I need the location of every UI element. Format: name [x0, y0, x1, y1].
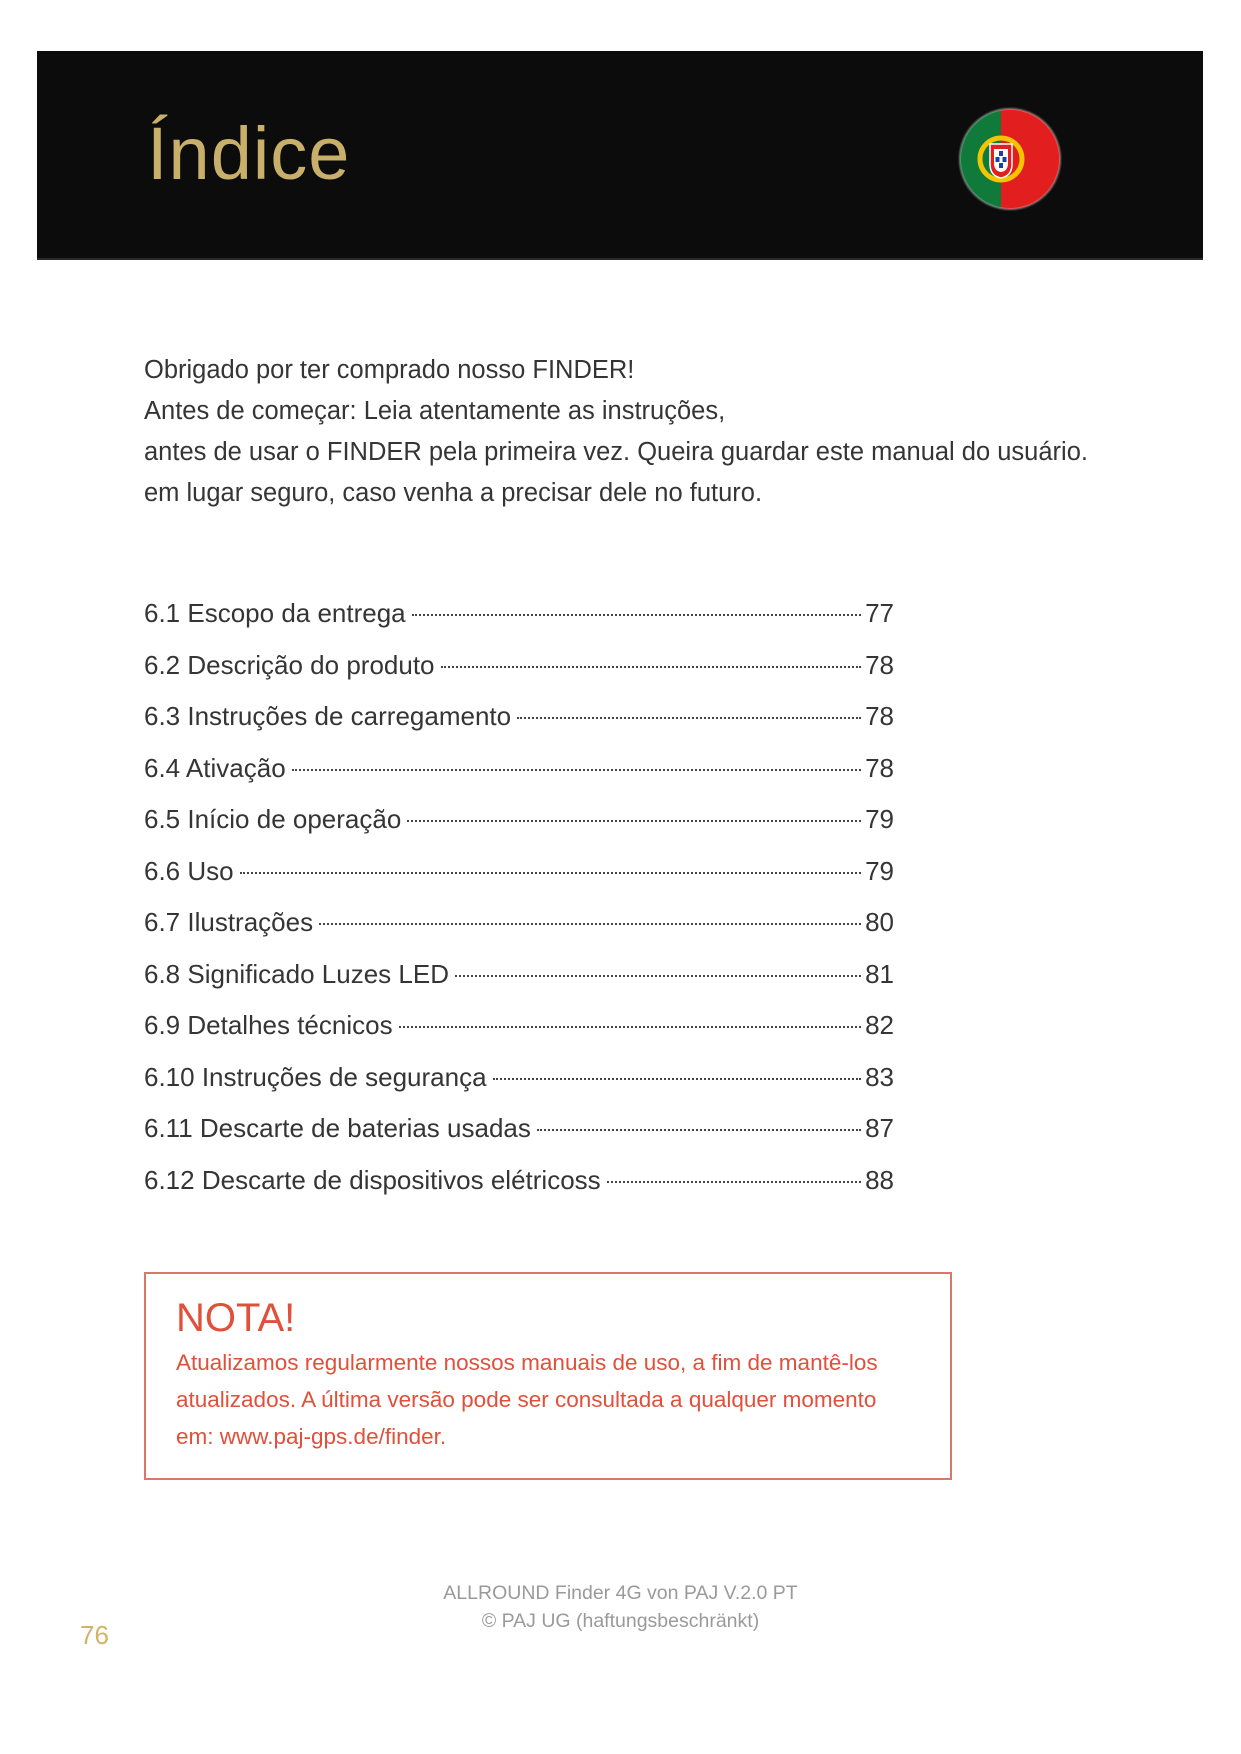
- toc-dot-leader: [399, 1026, 861, 1028]
- intro-line: antes de usar o FINDER pela primeira vez. Queira guardar este manual do usuário.: [144, 438, 1088, 466]
- toc-entry-label: 6.9 Detalhes técnicos: [144, 1010, 393, 1040]
- toc-entry-page: 88: [865, 1164, 894, 1195]
- toc-entry-label: 6.12 Descarte de dispositivos elétricoss: [144, 1164, 601, 1195]
- intro-line: Obrigado por ter comprado nosso FINDER!: [144, 356, 635, 384]
- footer: [0, 1579, 1241, 1635]
- toc-entry-page: 83: [865, 1061, 894, 1092]
- toc-entry-label: 6.1 Escopo da entrega: [144, 598, 406, 628]
- toc-entry[interactable]: [144, 598, 894, 650]
- toc-dot-leader: [607, 1181, 861, 1183]
- table-of-contents: [144, 598, 894, 1216]
- toc-entry[interactable]: [144, 701, 894, 753]
- toc-entry-label: 6.6 Uso: [144, 855, 234, 886]
- toc-dot-leader: [292, 769, 861, 771]
- toc-entry-page: 78: [865, 701, 894, 731]
- portugal-flag-icon: [957, 106, 1063, 212]
- toc-dot-leader: [493, 1078, 862, 1080]
- toc-entry-page: 78: [865, 649, 894, 680]
- note-line: Atualizamos regularmente nossos manuais de uso, a fim de mantê-los: [176, 1350, 878, 1375]
- toc-entry-label: 6.8 Significado Luzes LED: [144, 958, 449, 989]
- toc-dot-leader: [441, 666, 862, 668]
- toc-entry-page: 79: [865, 855, 894, 886]
- toc-entry[interactable]: [144, 1062, 894, 1114]
- toc-entry[interactable]: [144, 650, 894, 702]
- toc-entry[interactable]: [144, 907, 894, 959]
- toc-entry-label: 6.2 Descrição do produto: [144, 649, 435, 680]
- toc-dot-leader: [412, 614, 861, 616]
- note-box: [144, 1272, 952, 1480]
- page-title: Índice: [147, 112, 351, 195]
- note-line: atualizados. A última versão pode ser consultada a qualquer momento: [176, 1387, 877, 1412]
- toc-entry-page: 81: [865, 958, 894, 989]
- toc-entry-label: 6.5 Início de operação: [144, 804, 402, 834]
- toc-entry[interactable]: [144, 856, 894, 908]
- note-title: NOTA!: [176, 1296, 296, 1340]
- toc-entry[interactable]: [144, 804, 894, 856]
- toc-dot-leader: [240, 872, 861, 874]
- toc-entry-page: 80: [865, 907, 894, 937]
- intro-text: [144, 350, 1088, 514]
- footer-copyright: © PAJ UG (haftungsbeschränkt): [481, 1610, 760, 1632]
- intro-line: Antes de começar: Leia atentamente as instruções,: [144, 397, 726, 425]
- toc-entry-label: 6.11 Descarte de baterias usadas: [144, 1113, 531, 1143]
- intro-line: em lugar seguro, caso venha a precisar dele no futuro.: [144, 479, 763, 507]
- toc-entry[interactable]: [144, 959, 894, 1011]
- toc-entry-label: 6.3 Instruções de carregamento: [144, 701, 512, 731]
- page-number: 76: [80, 1620, 109, 1650]
- toc-entry-label: 6.10 Instruções de segurança: [144, 1061, 487, 1092]
- toc-entry-page: 82: [865, 1010, 894, 1040]
- toc-entry[interactable]: [144, 1113, 894, 1165]
- toc-dot-leader: [537, 1129, 861, 1131]
- toc-entry[interactable]: [144, 1010, 894, 1062]
- footer-product-line: ALLROUND Finder 4G von PAJ V.2.0 PT: [443, 1582, 798, 1604]
- header-banner: [37, 51, 1203, 260]
- note-line: em: www.paj-gps.de/finder.: [176, 1424, 447, 1449]
- toc-entry-page: 79: [865, 804, 894, 834]
- note-text: [176, 1344, 920, 1455]
- toc-entry-label: 6.7 Ilustrações: [144, 907, 314, 937]
- toc-entry-label: 6.4 Ativação: [144, 752, 286, 783]
- toc-entry-page: 77: [865, 598, 894, 628]
- toc-dot-leader: [407, 820, 861, 822]
- toc-entry-page: 78: [865, 752, 894, 783]
- toc-entry[interactable]: [144, 753, 894, 805]
- toc-entry[interactable]: [144, 1165, 894, 1217]
- toc-dot-leader: [319, 923, 861, 925]
- toc-dot-leader: [455, 975, 861, 977]
- toc-dot-leader: [517, 717, 861, 719]
- toc-entry-page: 87: [865, 1113, 894, 1143]
